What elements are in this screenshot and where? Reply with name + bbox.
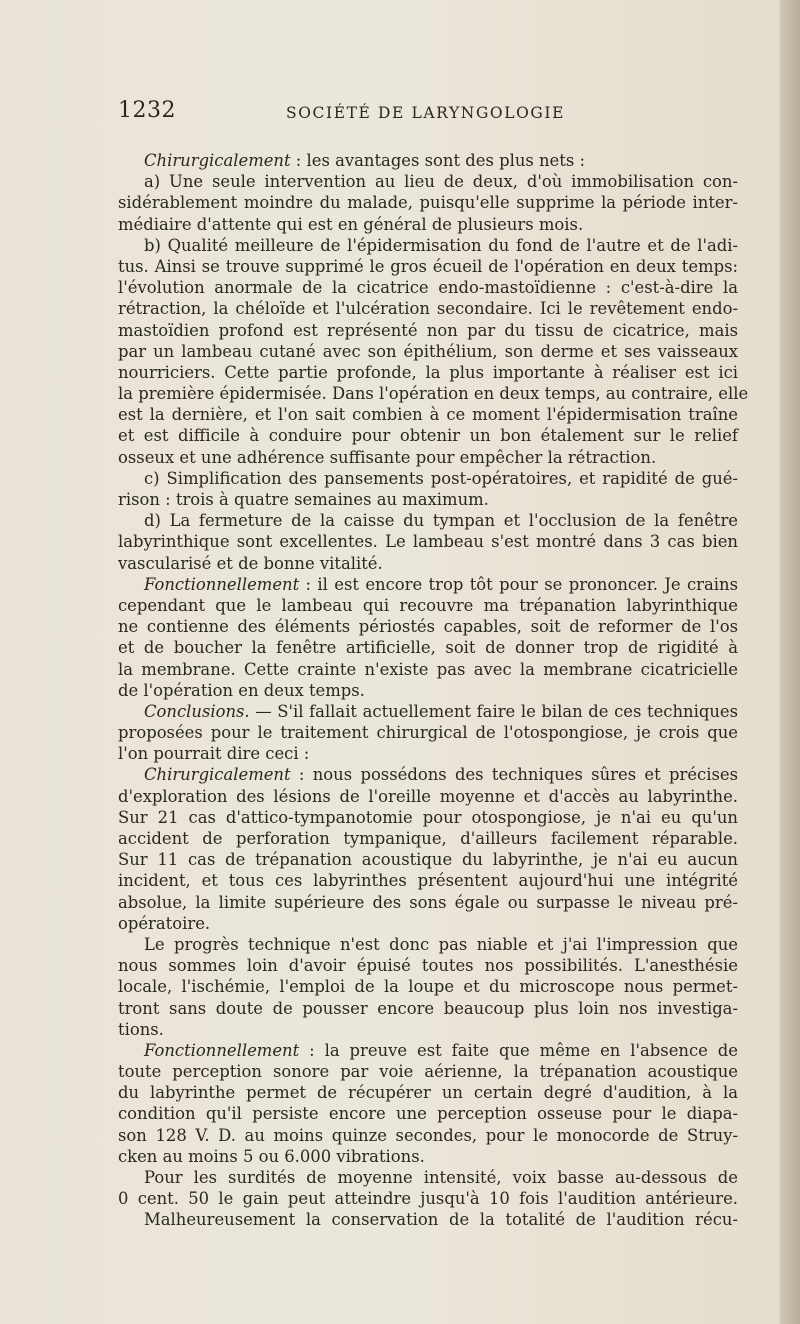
text-line: Conclusions. — S'il fallait actuellement faire le bilan de ces techniques	[144, 701, 738, 721]
text-line: a) Une seule intervention au lieu de deux, d'où immobilisation con-	[144, 172, 738, 192]
text-line: absolue, la limite supérieure des sons égale ou surpasse le niveau pré-	[118, 892, 738, 912]
text-line: d'exploration des lésions de l'oreille moyenne et d'accès au labyrinthe.	[118, 786, 738, 806]
text-line: Le progrès technique n'est donc pas niable et j'ai l'impression que	[144, 934, 738, 954]
text-line: tus. Ainsi se trouve supprimé le gros écueil de l'opération en deux temps:	[118, 256, 738, 276]
text-line: Fonctionnellement : la preuve est faite que même en l'absence de	[144, 1040, 738, 1060]
text-line: Sur 11 cas de trépanation acoustique du labyrinthe, je n'ai eu aucun	[118, 850, 738, 870]
text-line: incident, et tous ces labyrinthes présentent aujourd'hui une intégrité	[118, 871, 738, 891]
text-line: la membrane. Cette crainte n'existe pas avec la membrane cicatricielle	[118, 659, 738, 679]
body-text	[118, 150, 749, 1231]
text-line: de l'opération en deux temps.	[118, 680, 365, 700]
text-line: et de boucher la fenêtre artificielle, soit de donner trop de rigidité à	[118, 638, 738, 658]
text-line: mastoïdien profond est représenté non par du tissu de cicatrice, mais	[118, 320, 738, 340]
text-line: rétraction, la chéloïde et l'ulcération secondaire. Ici le revêtement endo-	[118, 299, 738, 319]
text-line: d) La fermeture de la caisse du tympan et l'occlusion de la fenêtre	[144, 511, 738, 531]
text-line: nourriciers. Cette partie profonde, la plus importante à réaliser est ici	[118, 362, 738, 382]
text-line: Malheureusement la conservation de la totalité de l'audition récu-	[144, 1210, 738, 1230]
text-line: condition qu'il persiste encore une perception osseuse pour le diapa-	[118, 1104, 738, 1124]
text-line: son 128 V. D. au moins quinze secondes, pour le monocorde de Struy-	[118, 1125, 738, 1145]
text-line: Chirurgicalement : les avantages sont des plus nets :	[144, 151, 585, 170]
page-edge	[780, 0, 800, 1324]
text-line: b) Qualité meilleure de l'épidermisation du fond de l'autre et de l'adi-	[144, 235, 738, 255]
text-line: proposées pour le traitement chirurgical de l'otospongiose, je crois que	[118, 723, 738, 743]
text-line: Fonctionnellement : il est encore trop tôt pour se prononcer. Je crains	[144, 574, 738, 594]
text-line: Sur 21 cas d'attico-tympanotomie pour otospongiose, je n'ai eu qu'un	[118, 807, 738, 827]
italic-lead: Conclusions.	[144, 701, 250, 721]
text-line: l'évolution anormale de la cicatrice endo-mastoïdienne : c'est-à-dire la	[118, 278, 738, 298]
text-line: tions.	[118, 1019, 164, 1039]
page-header	[118, 98, 738, 128]
text-line: ne contienne des éléments périostés capables, soit de reformer de l'os	[118, 617, 738, 637]
text-line: opératoire.	[118, 913, 211, 933]
text-line: nous sommes loin d'avoir épuisé toutes nos possibilités. L'anesthésie	[118, 956, 738, 976]
italic-lead: Fonctionnellement	[144, 1040, 300, 1060]
text-line: tront sans doute de pousser encore beaucoup plus loin nos investiga-	[118, 998, 738, 1018]
text-line: du labyrinthe permet de récupérer un certain degré d'audition, à la	[118, 1083, 738, 1103]
italic-lead: Fonctionnellement	[144, 574, 300, 594]
text-line: Chirurgicalement : nous possédons des techniques sûres et précises	[144, 765, 738, 785]
text-line: 0 cent. 50 le gain peut atteindre jusqu'à 10 fois l'audition antérieure.	[118, 1189, 738, 1209]
running-head: SOCIÉTÉ DE LARYNGOLOGIE	[286, 104, 566, 122]
text-line: vascularisé et de bonne vitalité.	[118, 553, 383, 573]
text-line: accident de perforation tympanique, d'ailleurs facilement réparable.	[118, 829, 738, 848]
text-line: l'on pourrait dire ceci :	[118, 744, 310, 764]
text-line: et est difficile à conduire pour obtenir un bon étalement sur le relief	[118, 426, 738, 446]
page-number: 1232	[118, 98, 176, 123]
italic-lead: Chirurgicalement	[144, 765, 291, 785]
text-line: médiaire d'attente qui est en général de plusieurs mois.	[118, 214, 584, 234]
text-line: sidérablement moindre du malade, puisqu'elle supprime la période inter-	[118, 193, 738, 213]
text-line: la première épidermisée. Dans l'opération en deux temps, au contraire, elle	[118, 384, 749, 404]
text-line: est la dernière, et l'on sait combien à ce moment l'épidermisation traîne	[118, 405, 738, 425]
text-line: c) Simplification des pansements post-opératoires, et rapidité de gué-	[144, 468, 738, 488]
text-line: cken au moins 5 ou 6.000 vibrations.	[118, 1146, 425, 1166]
text-line: rison : trois à quatre semaines au maximum.	[118, 490, 489, 509]
text-line: cependant que le lambeau qui recouvre ma trépanation labyrinthique	[118, 595, 738, 615]
italic-lead: Chirurgicalement	[144, 151, 291, 170]
text-line: osseux et une adhérence suffisante pour empêcher la rétraction.	[118, 447, 657, 467]
text-line: labyrinthique sont excellentes. Le lambeau s'est montré dans 3 cas bien	[118, 532, 738, 552]
text-line: locale, l'ischémie, l'emploi de la loupe et du microscope nous permet-	[118, 977, 738, 997]
text-line: toute perception sonore par voie aérienne, la trépanation acoustique	[118, 1062, 738, 1082]
text-line: Pour les surdités de moyenne intensité, voix basse au-dessous de	[144, 1168, 738, 1187]
text-line: par un lambeau cutané avec son épithélium, son derme et ses vaisseaux	[118, 341, 738, 361]
